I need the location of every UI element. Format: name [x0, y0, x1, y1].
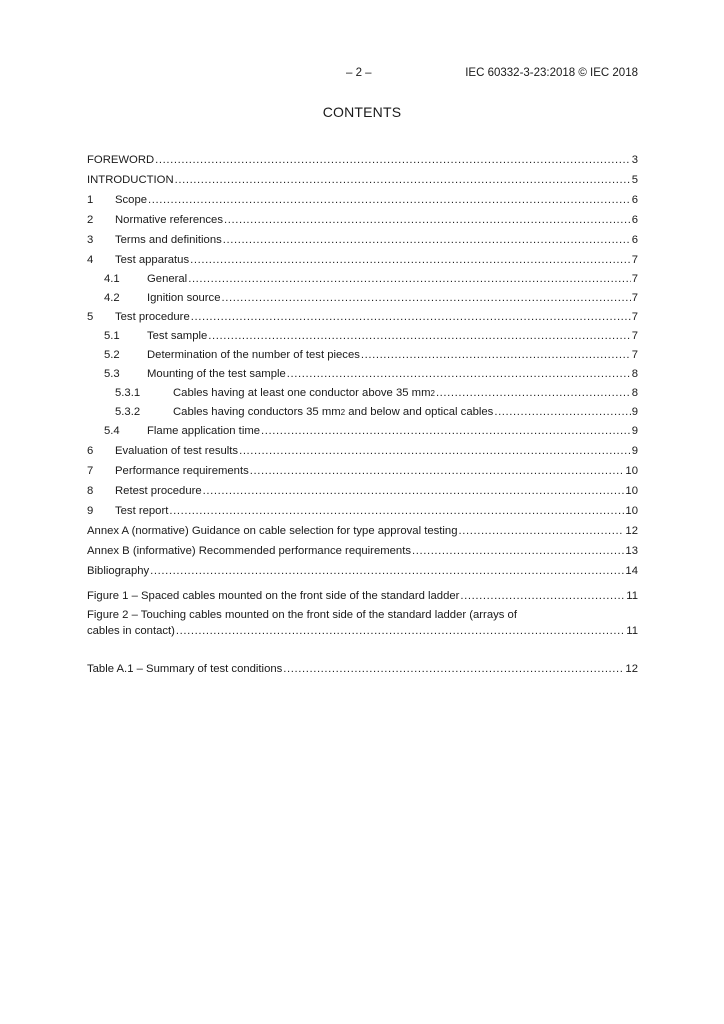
toc-entry-title: Test apparatus	[115, 254, 190, 266]
toc-entry-page: 7	[631, 292, 638, 304]
dot-leader	[191, 309, 631, 325]
dot-leader	[224, 212, 631, 228]
dot-leader	[203, 483, 625, 499]
toc-entry-title: Mounting of the test sample	[147, 368, 286, 380]
dot-leader	[208, 328, 630, 344]
dot-leader	[169, 503, 624, 519]
toc-entry-number: 5.1	[104, 330, 120, 342]
toc-entry-page: 10	[625, 465, 638, 477]
toc-entry[interactable]	[87, 309, 638, 325]
toc-entry-number: 6	[87, 445, 94, 457]
toc-entry-page: 8	[631, 387, 638, 399]
toc-entry[interactable]	[87, 347, 638, 363]
toc-entry-title: Flame application time	[147, 425, 261, 437]
toc-entry-title: Annex A (normative) Guidance on cable selection for type approval testing	[87, 525, 458, 537]
toc-entry-title: Performance requirements	[115, 465, 249, 477]
toc-entry-page: 7	[631, 254, 638, 266]
dot-leader	[494, 404, 630, 420]
toc-entry-title-continued: and below and optical cables	[345, 406, 494, 418]
toc-entry-page: 6	[631, 234, 638, 246]
toc-entry-number: 5.3.2	[115, 406, 141, 418]
table-entry-page: 12	[625, 663, 638, 675]
dot-leader	[250, 463, 625, 479]
figure-entry[interactable]	[87, 588, 638, 604]
toc-entry-page: 10	[625, 485, 638, 497]
toc-entry[interactable]	[87, 543, 638, 559]
dot-leader	[361, 347, 631, 363]
toc-entry-page: 12	[625, 525, 638, 537]
dot-leader	[188, 271, 631, 287]
toc-entry-page: 3	[631, 154, 638, 166]
toc-entry-title: Normative references	[115, 214, 223, 226]
toc-entry-number: 7	[87, 465, 94, 477]
dot-leader	[190, 252, 631, 268]
toc-entry-page: 9	[631, 425, 638, 437]
toc-entry[interactable]	[87, 423, 638, 439]
toc-entry-number: 4	[87, 254, 94, 266]
toc-entry-title: Test sample	[147, 330, 208, 342]
toc-entry-number: 5.2	[104, 349, 120, 361]
toc-entry-number: 5.3	[104, 368, 120, 380]
toc-entry-title: Annex B (informative) Recommended performance requirements	[87, 545, 411, 557]
toc-entry-title: FOREWORD	[87, 154, 155, 166]
document-id: IEC 60332-3-23:2018 © IEC 2018	[465, 67, 638, 79]
toc-entry-number: 1	[87, 194, 94, 206]
toc-entry[interactable]	[87, 232, 638, 248]
toc-entry-page: 6	[631, 214, 638, 226]
toc-entry[interactable]	[87, 290, 638, 306]
toc-entry-title: Test report	[115, 505, 169, 517]
toc-entry[interactable]	[87, 212, 638, 228]
toc-entry-title: Scope	[115, 194, 148, 206]
figure-entry-title: Figure 1 – Spaced cables mounted on the front side of the standard ladder	[87, 590, 460, 602]
toc-entry[interactable]	[87, 463, 638, 479]
figure-entry-page: 11	[626, 590, 638, 602]
toc-entry[interactable]	[87, 328, 638, 344]
dot-leader	[239, 443, 631, 459]
dot-leader	[412, 543, 624, 559]
toc-entry-page: 7	[631, 330, 638, 342]
table-entry-title: Table A.1 – Summary of test conditions	[87, 663, 283, 675]
toc-entry[interactable]	[87, 503, 638, 519]
toc-entry-number: 4.1	[104, 273, 120, 285]
dot-leader	[287, 366, 631, 382]
dot-leader	[261, 423, 631, 439]
toc-entry-page: 14	[625, 565, 638, 577]
toc-entry-number: 5.3.1	[115, 387, 141, 399]
toc-entry[interactable]	[87, 172, 638, 188]
toc-entry[interactable]	[87, 271, 638, 287]
toc-entry[interactable]: 5.3.2 Cables having conductors 35 mm 2 and below and optical cables ..... 9	[87, 404, 638, 420]
toc-entry-title: General	[147, 273, 188, 285]
toc-entry-page: 10	[625, 505, 638, 517]
dot-leader	[436, 385, 631, 401]
toc-entry-number: 8	[87, 485, 94, 497]
toc-entry-title: INTRODUCTION	[87, 174, 174, 186]
toc-entry-title: Cables having at least one conductor above 35 mm	[173, 387, 431, 399]
toc-entry-number: 5	[87, 311, 94, 323]
dot-leader	[223, 232, 631, 248]
toc-entry[interactable]: 5.3.1 Cables having at least one conductor above 35 mm 2 ..... 8	[87, 385, 638, 401]
dot-leader	[459, 523, 625, 539]
toc-entry[interactable]	[87, 523, 638, 539]
toc-entry-title: Terms and definitions	[115, 234, 222, 246]
toc-entry-page: 7	[631, 273, 638, 285]
toc-entry[interactable]	[87, 366, 638, 382]
toc-entry[interactable]	[87, 192, 638, 208]
toc-entry[interactable]	[87, 483, 638, 499]
toc-entry-page: 13	[625, 545, 638, 557]
dot-leader	[283, 661, 624, 677]
toc-entry-page: 9	[631, 406, 638, 418]
toc-entry-title: Cables having conductors 35 mm	[173, 406, 341, 418]
toc-entry-number: 5.4	[104, 425, 120, 437]
toc-entry-page: 7	[631, 349, 638, 361]
toc-entry-number: 4.2	[104, 292, 120, 304]
toc-entry[interactable]	[87, 563, 638, 579]
dot-leader	[155, 152, 631, 168]
toc-entry-page: 9	[631, 445, 638, 457]
page-header	[0, 67, 724, 83]
figure-entry[interactable]	[87, 607, 638, 639]
toc-entry-number: 9	[87, 505, 94, 517]
table-entry[interactable]	[87, 661, 638, 677]
toc-entry-number: 2	[87, 214, 94, 226]
dot-leader	[148, 192, 631, 208]
figure-entry-title-continued: cables in contact)	[87, 625, 175, 637]
dot-leader	[150, 563, 624, 579]
toc-entry-title: Retest procedure	[115, 485, 202, 497]
figure-entry-page: 11	[626, 625, 638, 637]
dot-leader	[176, 623, 625, 639]
contents-title: CONTENTS	[322, 104, 402, 120]
toc-entry-title: Evaluation of test results	[115, 445, 239, 457]
toc-entry-title: Determination of the number of test pieces	[147, 349, 360, 361]
toc-entry[interactable]	[87, 443, 638, 459]
toc-entry-page: 5	[631, 174, 638, 186]
dot-leader	[221, 290, 630, 306]
dot-leader	[460, 588, 625, 604]
toc-entry-page: 8	[631, 368, 638, 380]
toc-entry-page: 6	[631, 194, 638, 206]
page-number: – 2 –	[346, 67, 372, 79]
toc-entry[interactable]	[87, 252, 638, 268]
toc-entry-title: Test procedure	[115, 311, 190, 323]
toc-entry-number: 3	[87, 234, 94, 246]
dot-leader	[175, 172, 631, 188]
toc-entry-title: Ignition source	[147, 292, 221, 304]
toc-entry-page: 7	[631, 311, 638, 323]
toc-entry-title: Bibliography	[87, 565, 150, 577]
figure-entry-title: Figure 2 – Touching cables mounted on the front side of the standard ladder (arrays of	[87, 609, 517, 621]
toc-entry[interactable]	[87, 152, 638, 168]
